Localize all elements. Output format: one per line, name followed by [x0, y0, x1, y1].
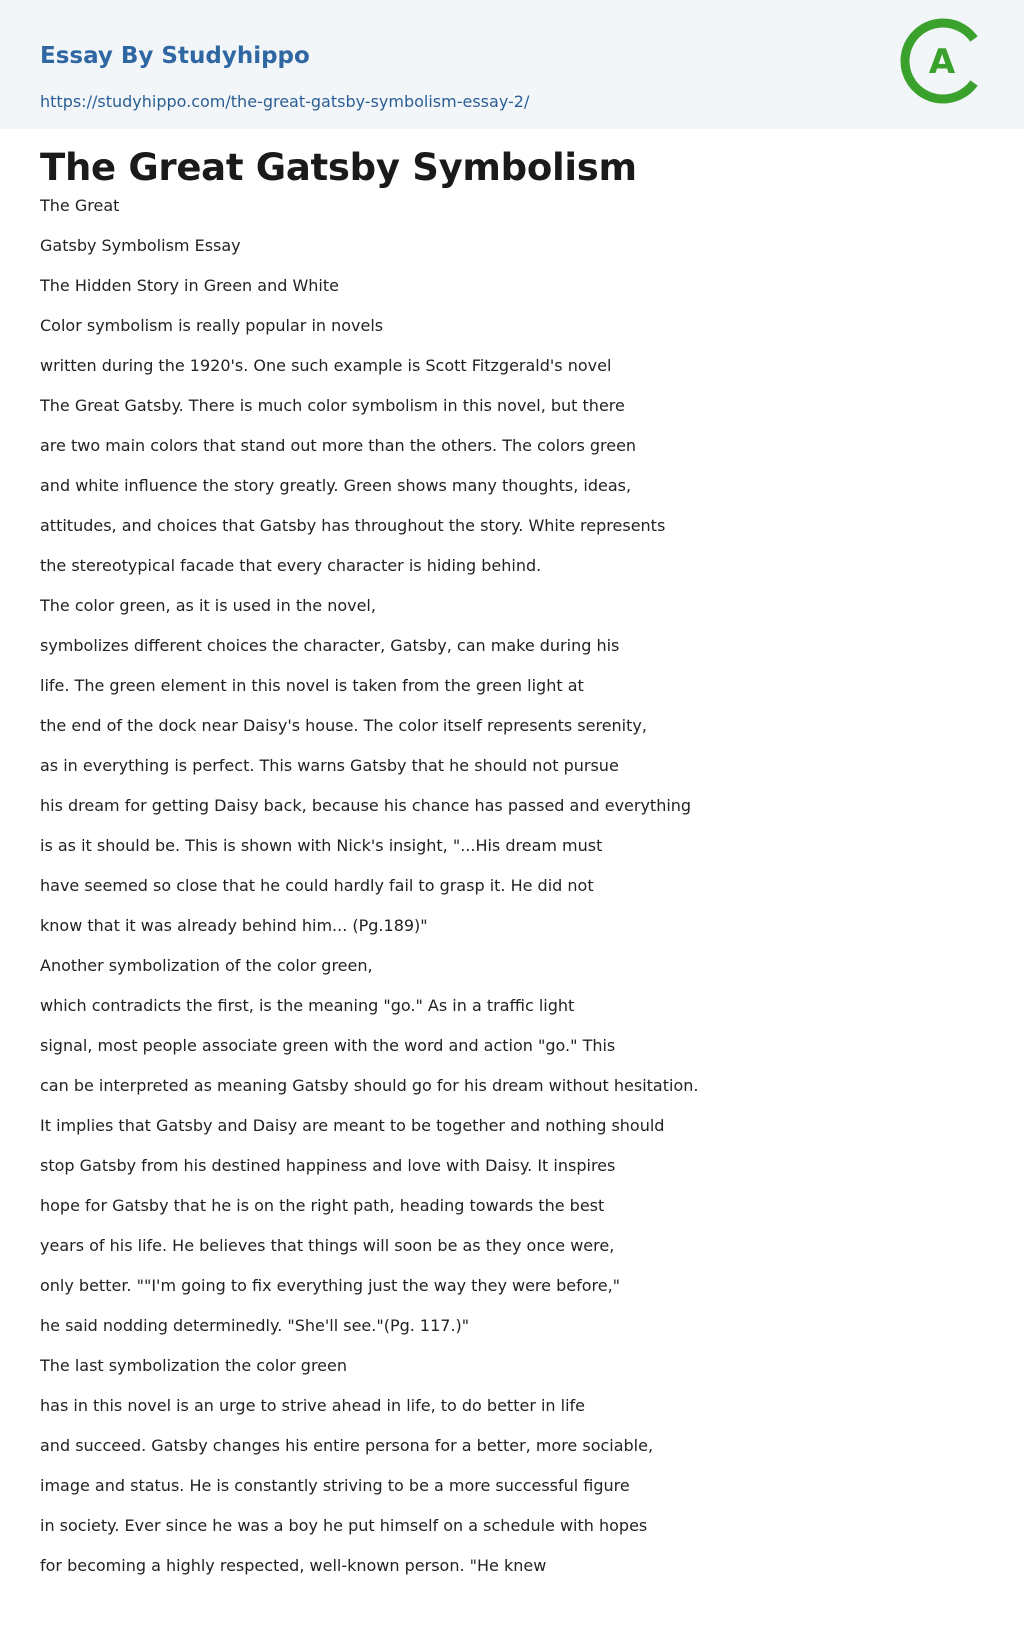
- essay-line: can be interpreted as meaning Gatsby should go for his dream without hesitation.: [40, 1076, 699, 1095]
- essay-line: Color symbolism is really popular in novels: [40, 316, 384, 335]
- essay-line: hope for Gatsby that he is on the right path, heading towards the best: [40, 1196, 605, 1215]
- essay-line: image and status. He is constantly striving to be a more successful figure: [40, 1476, 630, 1495]
- essay-line: are two main colors that stand out more than the others. The colors green: [40, 436, 637, 455]
- essay-line: is as it should be. This is shown with Nick's insight, "...His dream must: [40, 836, 603, 855]
- essay-line: Another symbolization of the color green,: [40, 956, 373, 975]
- site-header: [0, 0, 1024, 129]
- essay-line: The Great: [40, 196, 120, 215]
- essay-content: [0, 129, 1024, 1586]
- essay-line: It implies that Gatsby and Daisy are meant to be together and nothing should: [40, 1116, 665, 1135]
- essay-line: stop Gatsby from his destined happiness and love with Daisy. It inspires: [40, 1156, 616, 1175]
- studyhippo-logo-icon[interactable]: [898, 17, 986, 105]
- essay-url-link[interactable]: https://studyhippo.com/the-great-gatsby-symbolism-essay-2/: [40, 92, 530, 111]
- essay-line: The Hidden Story in Green and White: [40, 276, 339, 295]
- essay-line: The color green, as it is used in the novel,: [40, 596, 376, 615]
- essay-line: has in this novel is an urge to strive ahead in life, to do better in life: [40, 1396, 586, 1415]
- site-brand: Essay By Studyhippo: [40, 43, 310, 69]
- essay-title: The Great Gatsby Symbolism: [40, 146, 637, 189]
- essay-line: as in everything is perfect. This warns Gatsby that he should not pursue: [40, 756, 619, 775]
- essay-line: years of his life. He believes that things will soon be as they once were,: [40, 1236, 615, 1255]
- essay-line: Gatsby Symbolism Essay: [40, 236, 241, 255]
- essay-line: his dream for getting Daisy back, because his chance has passed and everything: [40, 796, 692, 815]
- essay-body: [40, 191, 984, 1586]
- essay-line: for becoming a highly respected, well-known person. "He knew: [40, 1556, 547, 1575]
- essay-line: attitudes, and choices that Gatsby has throughout the story. White represents: [40, 516, 666, 535]
- essay-line: in society. Ever since he was a boy he put himself on a schedule with hopes: [40, 1516, 648, 1535]
- logo-letter: A: [928, 42, 956, 82]
- essay-line: and white influence the story greatly. Green shows many thoughts, ideas,: [40, 476, 632, 495]
- essay-line: signal, most people associate green with the word and action "go." This: [40, 1036, 616, 1055]
- essay-line: life. The green element in this novel is taken from the green light at: [40, 676, 584, 695]
- essay-line: have seemed so close that he could hardly fail to grasp it. He did not: [40, 876, 594, 895]
- essay-line: the end of the dock near Daisy's house. The color itself represents serenity,: [40, 716, 647, 735]
- essay-line: only better. ""I'm going to fix everything just the way they were before,": [40, 1276, 621, 1295]
- essay-line: he said nodding determinedly. "She'll see."(Pg. 117.)": [40, 1316, 470, 1335]
- essay-line: the stereotypical facade that every character is hiding behind.: [40, 556, 542, 575]
- essay-line: The last symbolization the color green: [40, 1356, 347, 1375]
- essay-line: The Great Gatsby. There is much color symbolism in this novel, but there: [40, 396, 625, 415]
- essay-line: which contradicts the first, is the meaning "go." As in a traffic light: [40, 996, 575, 1015]
- essay-line: know that it was already behind him... (Pg.189)": [40, 916, 428, 935]
- essay-line: and succeed. Gatsby changes his entire persona for a better, more sociable,: [40, 1436, 654, 1455]
- essay-line: written during the 1920's. One such example is Scott Fitzgerald's novel: [40, 356, 612, 375]
- essay-line: symbolizes different choices the character, Gatsby, can make during his: [40, 636, 620, 655]
